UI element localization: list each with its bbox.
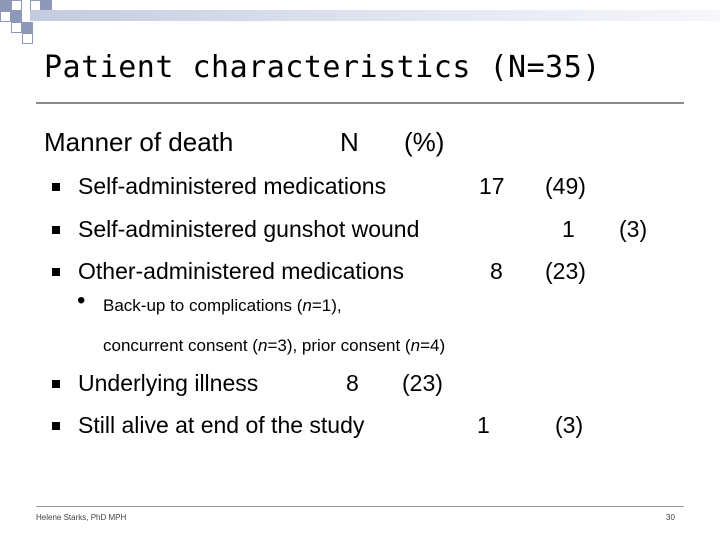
footer-author: Helene Starks, PhD MPH (36, 513, 127, 522)
decor-square (11, 11, 22, 22)
sub-note-line2: concurrent consent (n=3), prior consent (n=4) (103, 336, 446, 355)
row-pct: (23) (545, 258, 586, 284)
footer-divider (36, 506, 684, 507)
page-title: Patient characteristics (N=35) (44, 50, 601, 85)
header-n: N (340, 127, 359, 157)
header-label: Manner of death (44, 127, 234, 157)
decor-band (30, 10, 720, 21)
decor-square (11, 0, 22, 11)
decor-square (22, 33, 33, 44)
row-pct: (49) (545, 173, 586, 199)
page-number: 30 (666, 513, 675, 522)
bullet-icon (52, 380, 60, 388)
sub-bullet-icon: • (77, 287, 86, 314)
decor-square (11, 22, 22, 33)
row-n: 1 (562, 216, 575, 242)
row-label: Other-administered medications (78, 258, 404, 284)
row-n: 8 (346, 370, 359, 396)
row-label: Underlying illness (78, 370, 259, 396)
bullet-icon (52, 183, 60, 191)
decor-square (22, 22, 33, 33)
decor-square (0, 11, 11, 22)
row-n: 8 (490, 258, 503, 284)
row-n: 1 (477, 412, 490, 438)
row-pct: (23) (402, 370, 443, 396)
sub-note-line1: Back-up to complications (n=1), (103, 296, 342, 315)
bullet-icon (52, 268, 60, 276)
row-n: 17 (479, 173, 505, 199)
header-pct: (%) (404, 127, 445, 157)
row-pct: (3) (619, 216, 648, 242)
bullet-icon (52, 226, 60, 234)
bullet-icon (52, 422, 60, 430)
row-label: Self-administered gunshot wound (78, 216, 420, 242)
decor-square (0, 0, 11, 11)
title-divider (36, 102, 684, 104)
row-pct: (3) (555, 412, 584, 438)
row-label: Still alive at end of the study (78, 412, 365, 438)
row-label: Self-administered medications (78, 173, 387, 199)
